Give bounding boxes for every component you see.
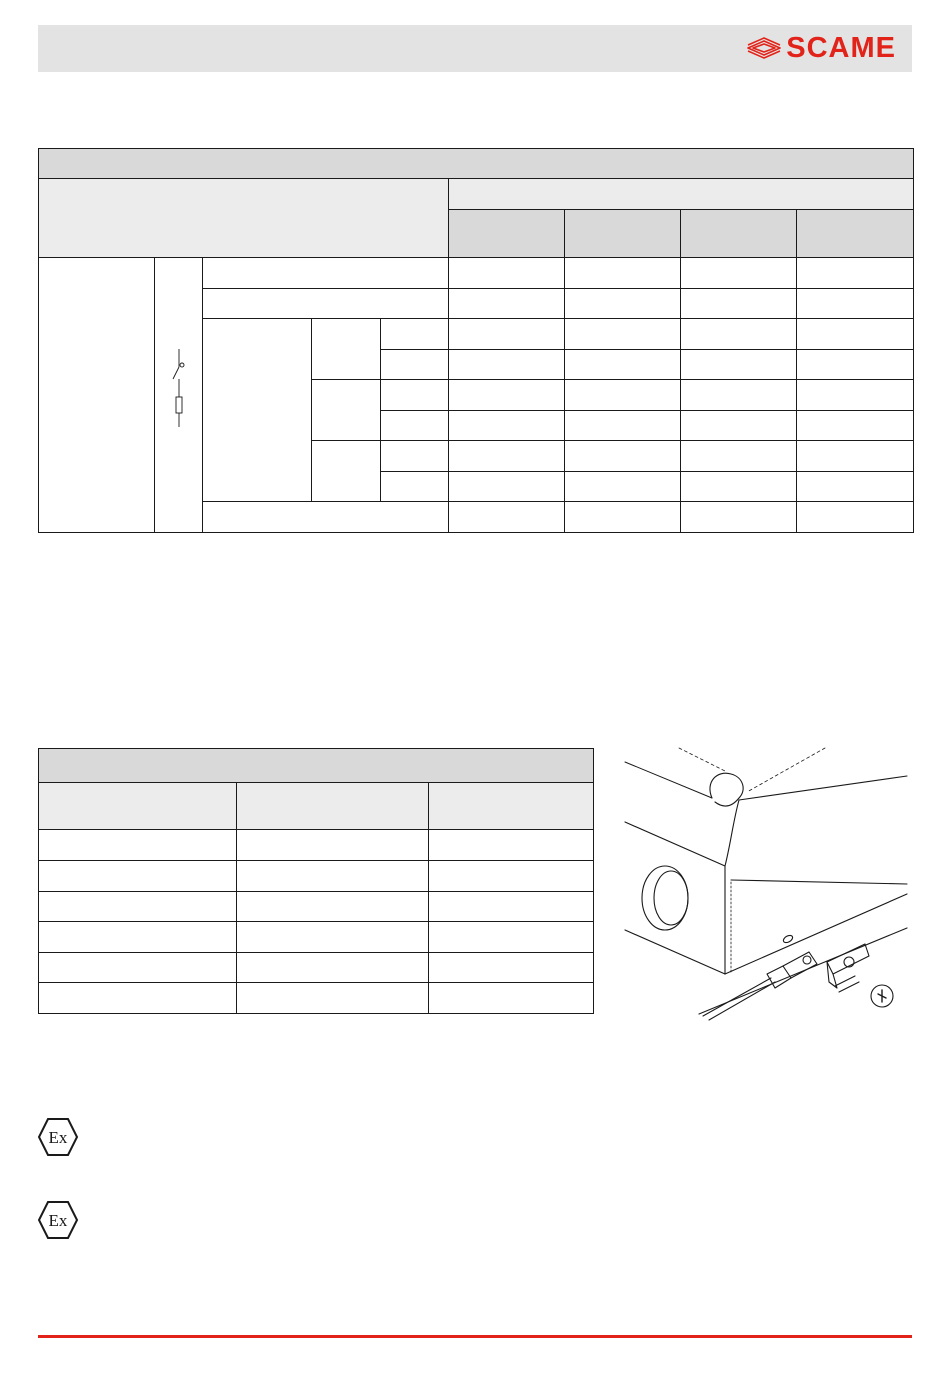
symbol-cell bbox=[155, 258, 203, 533]
table-cell bbox=[237, 861, 429, 892]
header-cell bbox=[429, 783, 594, 830]
table-cell bbox=[797, 441, 914, 472]
table-cell bbox=[429, 861, 594, 892]
table-cell bbox=[203, 502, 449, 533]
table-cell bbox=[237, 922, 429, 953]
table-cell bbox=[797, 472, 914, 502]
table-cell bbox=[203, 258, 449, 289]
footer-divider bbox=[38, 1335, 912, 1338]
table-cell bbox=[797, 502, 914, 533]
table-cell bbox=[449, 350, 565, 380]
ex-mark bbox=[37, 1200, 79, 1245]
table-cell bbox=[429, 830, 594, 861]
table-cell bbox=[449, 289, 565, 319]
table-cell bbox=[681, 411, 797, 441]
table-cell bbox=[39, 861, 237, 892]
table-cell bbox=[681, 472, 797, 502]
table-row bbox=[39, 830, 594, 861]
table-cell bbox=[203, 319, 312, 502]
table-cell bbox=[237, 892, 429, 922]
enclosure-earthing-diagram bbox=[607, 742, 917, 1022]
conductor-table bbox=[38, 748, 594, 1014]
table-cell bbox=[381, 472, 449, 502]
table-cell bbox=[449, 502, 565, 533]
table-cell bbox=[39, 258, 155, 533]
table-row bbox=[39, 922, 594, 953]
table-cell bbox=[681, 380, 797, 411]
logo-text: SCAME bbox=[786, 32, 896, 64]
table-cell bbox=[449, 319, 565, 350]
table-cell bbox=[312, 441, 381, 502]
table-row bbox=[39, 258, 914, 289]
table-cell bbox=[312, 319, 381, 380]
switch-fuse-symbol-icon bbox=[169, 349, 189, 439]
table-cell bbox=[237, 953, 429, 983]
table-cell bbox=[39, 922, 237, 953]
table-title-cell bbox=[39, 749, 594, 783]
scame-layers-icon bbox=[747, 36, 781, 60]
table-row bbox=[39, 149, 914, 179]
table-cell bbox=[381, 441, 449, 472]
table-cell bbox=[681, 502, 797, 533]
header-cell bbox=[797, 210, 914, 258]
table-cell bbox=[381, 350, 449, 380]
ex-mark-text: Ex bbox=[48, 1128, 68, 1147]
table-cell bbox=[429, 892, 594, 922]
table-cell bbox=[237, 983, 429, 1014]
atex-ex-hexagon-icon bbox=[37, 1117, 79, 1157]
table-cell bbox=[565, 411, 681, 441]
atex-ex-hexagon-icon bbox=[37, 1200, 79, 1240]
ratings-table bbox=[38, 148, 914, 533]
header-cell bbox=[39, 179, 449, 258]
table-row bbox=[39, 179, 914, 210]
table-cell bbox=[797, 350, 914, 380]
scame-logo bbox=[747, 34, 896, 62]
table-row bbox=[39, 749, 594, 783]
table-title-cell bbox=[39, 149, 914, 179]
table-cell bbox=[565, 441, 681, 472]
header-cell bbox=[449, 210, 565, 258]
table-cell bbox=[429, 953, 594, 983]
table-cell bbox=[381, 411, 449, 441]
table-row bbox=[39, 861, 594, 892]
header-cell bbox=[39, 783, 237, 830]
table-cell bbox=[449, 441, 565, 472]
table-cell bbox=[237, 830, 429, 861]
table-cell bbox=[381, 380, 449, 411]
table-cell bbox=[681, 319, 797, 350]
table-cell bbox=[565, 319, 681, 350]
table-cell bbox=[449, 380, 565, 411]
table-cell bbox=[312, 380, 381, 441]
header-cell bbox=[237, 783, 429, 830]
table-cell bbox=[565, 472, 681, 502]
header-cell bbox=[565, 210, 681, 258]
header-cell bbox=[449, 179, 914, 210]
table-cell bbox=[565, 289, 681, 319]
table-cell bbox=[565, 350, 681, 380]
table-cell bbox=[203, 289, 449, 319]
table-cell bbox=[681, 289, 797, 319]
table-cell bbox=[39, 953, 237, 983]
table-cell bbox=[681, 258, 797, 289]
table-row bbox=[39, 783, 594, 830]
table-cell bbox=[797, 411, 914, 441]
table-row bbox=[39, 983, 594, 1014]
table-cell bbox=[565, 258, 681, 289]
table-cell bbox=[681, 350, 797, 380]
header-cell bbox=[681, 210, 797, 258]
table-cell bbox=[797, 258, 914, 289]
table-row bbox=[39, 892, 594, 922]
table-cell bbox=[39, 892, 237, 922]
table-cell bbox=[565, 502, 681, 533]
table-cell bbox=[449, 411, 565, 441]
table-cell bbox=[429, 983, 594, 1014]
table-cell bbox=[381, 319, 449, 350]
table-cell bbox=[797, 289, 914, 319]
table-cell bbox=[797, 380, 914, 411]
table-cell bbox=[681, 441, 797, 472]
ex-mark-text: Ex bbox=[48, 1211, 68, 1230]
table-row bbox=[39, 953, 594, 983]
table-cell bbox=[565, 380, 681, 411]
table-cell bbox=[39, 983, 237, 1014]
table-cell bbox=[797, 319, 914, 350]
table-cell bbox=[449, 472, 565, 502]
header-bar bbox=[38, 25, 912, 72]
table-cell bbox=[429, 922, 594, 953]
table-cell bbox=[449, 258, 565, 289]
ex-mark bbox=[37, 1117, 79, 1162]
table-cell bbox=[39, 830, 237, 861]
